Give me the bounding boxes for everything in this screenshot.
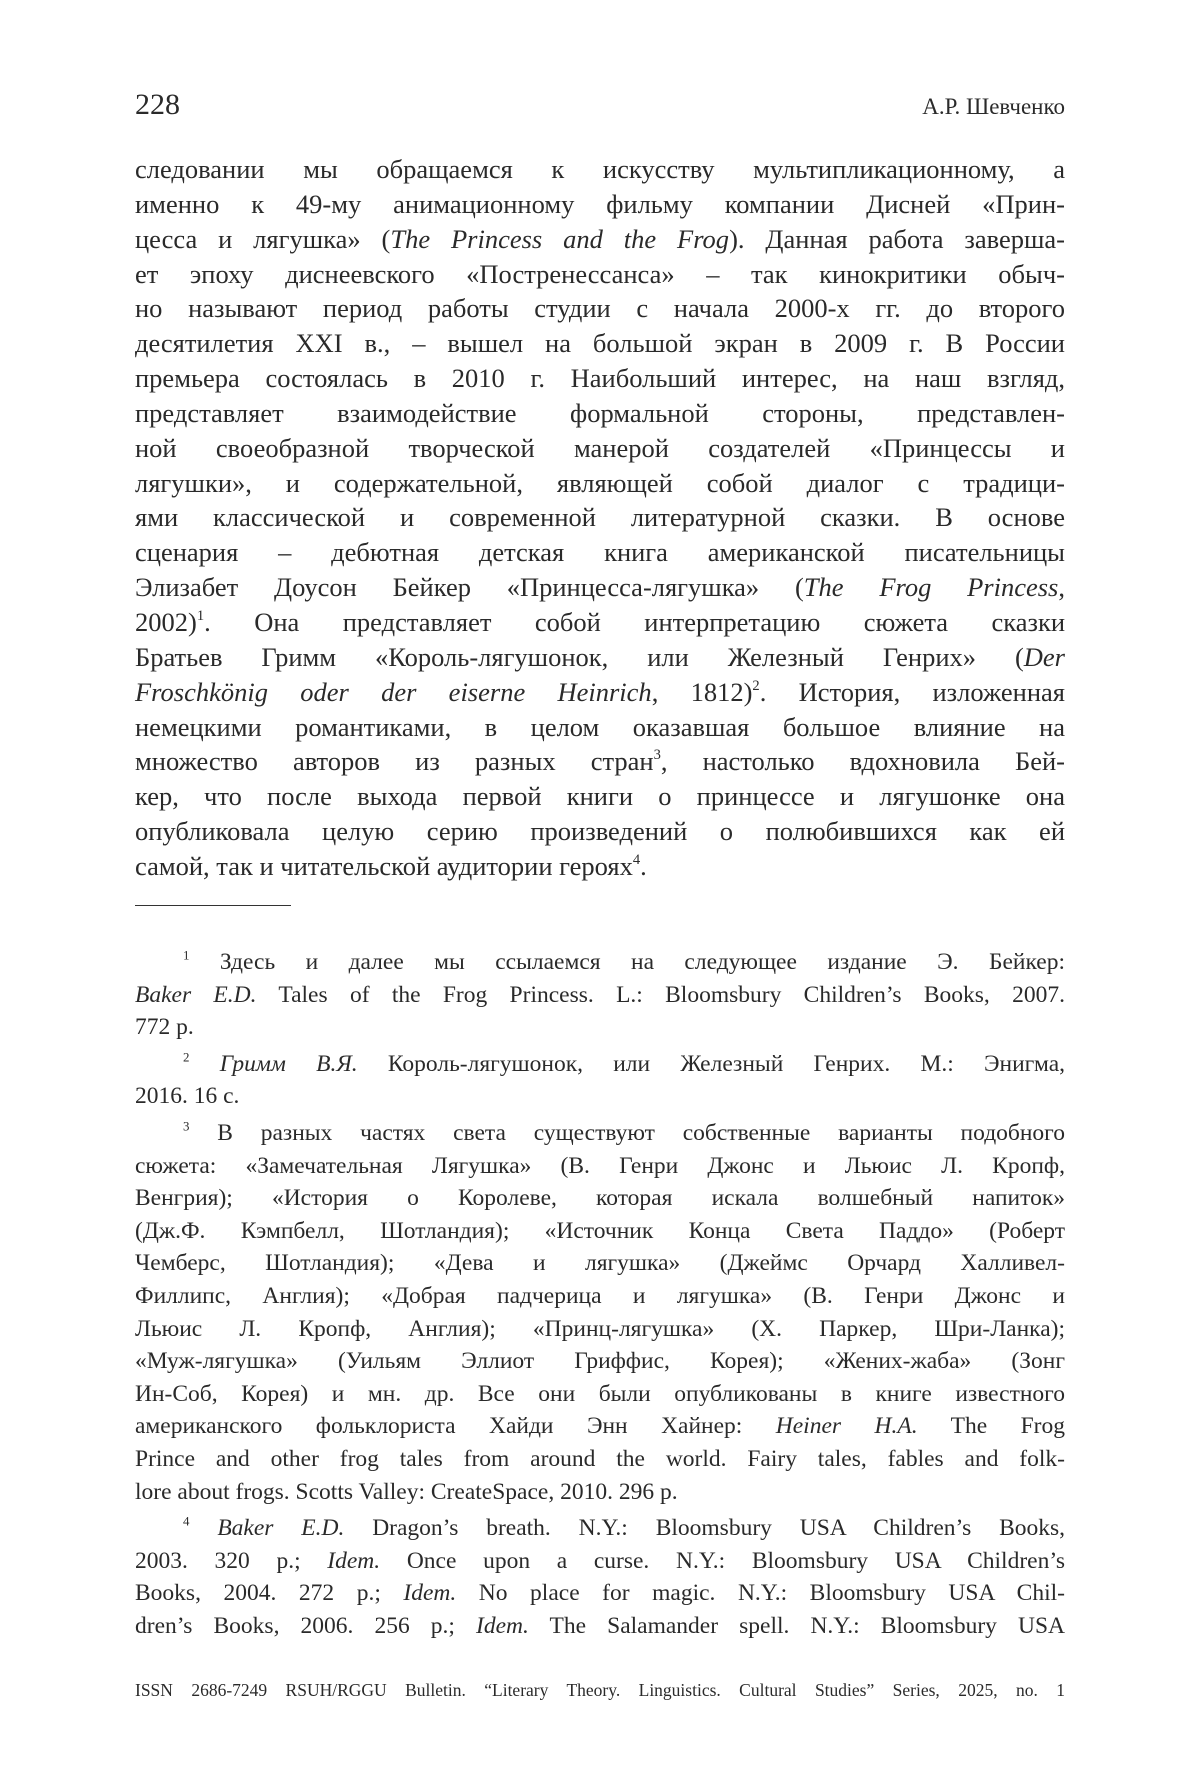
text-run: представляет взаимодействие формальной стороны, представлен- — [135, 398, 1065, 428]
body-line — [135, 187, 1065, 222]
text-run: ной своеобразной творческой манерой создателей «Принцессы и — [135, 433, 1065, 463]
body-line — [135, 152, 1065, 187]
text-run: . История, изложенная — [760, 677, 1065, 707]
footnote-line — [135, 1476, 1065, 1509]
text-run: американского фольклориста Хайди Энн Хайнер: — [135, 1413, 776, 1439]
body-line — [135, 326, 1065, 361]
footnote-line — [135, 1011, 1065, 1044]
footnote-line — [135, 1410, 1065, 1443]
italic-title: The Princess and the Frog — [390, 224, 729, 254]
text-run: лягушки», и содержательной, являющей собой диалог с традици- — [135, 468, 1065, 498]
body-line — [135, 500, 1065, 535]
text-run: но называют период работы студии с начала 2000-х гг. до второго — [135, 293, 1065, 323]
footnote-line — [135, 979, 1065, 1012]
footnote-line — [135, 1080, 1065, 1113]
body-line — [135, 779, 1065, 814]
text-run: . — [640, 851, 647, 881]
running-header — [135, 88, 1065, 128]
text-run: десятилетия XXI в., – вышел на большой экран в 2009 г. В России — [135, 328, 1065, 358]
footnote-separator — [135, 905, 291, 906]
italic-title: Idem. — [403, 1580, 456, 1606]
text-run: ). Данная работа заверша- — [729, 224, 1065, 254]
body-line — [135, 640, 1065, 675]
text-run: Венгрия); «История о Королеве, которая искала волшебный напиток» — [135, 1185, 1065, 1211]
text-run: Льюис Л. Кропф, Англия); «Принц-лягушка» (Х. Паркер, Шри-Ланка); — [135, 1316, 1065, 1342]
text-run: 772 p. — [135, 1014, 194, 1040]
footnote-line — [135, 1443, 1065, 1476]
text-run: 2016. 16 с. — [135, 1083, 239, 1109]
footnote-line — [135, 1577, 1065, 1610]
body-line — [135, 605, 1065, 640]
text-run: Филлипс, Англия); «Добрая падчерица и лягушка» (В. Генри Джонс и — [135, 1283, 1065, 1309]
footnote-line — [135, 1610, 1065, 1643]
text-run: Ин-Соб, Корея) и мн. др. Все они были опубликованы в книге известного — [135, 1381, 1065, 1407]
text-run: премьера состоялась в 2010 г. Наибольший интерес, на наш взгляд, — [135, 363, 1065, 393]
footnote-ref: 2 — [183, 1049, 189, 1064]
italic-title: Baker E.D. — [135, 982, 257, 1008]
text-run: The Frog — [918, 1413, 1065, 1439]
text-run: dren’s Books, 2006. 256 p.; — [135, 1613, 476, 1639]
footnote-ref: 2 — [752, 678, 759, 694]
footnotes — [135, 946, 1065, 1646]
text-run: 2002) — [135, 607, 197, 637]
body-line — [135, 814, 1065, 849]
text-run: Books, 2004. 272 p.; — [135, 1580, 403, 1606]
body-text — [135, 152, 1065, 884]
italic-title: Der — [1024, 642, 1065, 672]
footnote — [135, 1048, 1065, 1113]
text-run: В разных частях света существуют собственные варианты подобного — [189, 1120, 1065, 1146]
text-run: «Муж-лягушка» (Уильям Эллиот Гриффис, Корея); «Жених-жаба» (Зонг — [135, 1348, 1065, 1374]
text-run: Prince and other frog tales from around the world. Fairy tales, fables and folk- — [135, 1446, 1065, 1472]
journal-footer: ISSN 2686-7249 RSUH/RGGU Bulletin. “Literary Theory. Linguistics. Cultural Studies” Series, 2025, no. 1 — [135, 1680, 1065, 1701]
italic-title: Baker E.D. — [217, 1515, 344, 1541]
text-run: сценария – дебютная детская книга американской писательницы — [135, 537, 1065, 567]
footnote-line — [135, 1280, 1065, 1313]
footnote — [135, 1512, 1065, 1642]
footnote-line — [135, 1545, 1065, 1578]
text-run: The Salamander spell. N.Y.: Bloomsbury USA — [529, 1613, 1065, 1639]
text-run: немецкими романтиками, в целом оказавшая большое влияние на — [135, 712, 1065, 742]
text-run: кер, что после выхода первой книги о принцессе и лягушонке она — [135, 781, 1065, 811]
italic-title: Idem. — [327, 1548, 380, 1574]
text-run: цесса и лягушка» ( — [135, 224, 390, 254]
text-run: Король-лягушонок, или Железный Генрих. М.: Энигма, — [358, 1051, 1065, 1077]
body-line — [135, 257, 1065, 292]
italic-title: Гримм В.Я. — [220, 1051, 358, 1077]
text-run: самой, так и читательской аудитории героях — [135, 851, 633, 881]
italic-title: Idem. — [476, 1613, 529, 1639]
text-run: Братьев Гримм «Король-лягушонок, или Железный Генрих» ( — [135, 642, 1024, 672]
italic-title: The Frog Princess — [804, 572, 1059, 602]
text-run: 2003. 320 p.; — [135, 1548, 327, 1574]
text-run: , 1812) — [652, 677, 753, 707]
text-run: , настолько вдохновила Бей- — [661, 746, 1065, 776]
text-run: Tales of the Frog Princess. L.: Bloomsbury Children’s Books, 2007. — [257, 982, 1066, 1008]
text-run — [189, 1515, 217, 1541]
author-name: А.Р. Шевченко — [922, 94, 1065, 120]
footnote-line — [135, 1313, 1065, 1346]
text-run: ет эпоху диснеевского «Постренессанса» – так кинокритики обыч- — [135, 259, 1065, 289]
text-run: Dragon’s breath. N.Y.: Bloomsbury USA Children’s Books, — [344, 1515, 1065, 1541]
page-number: 228 — [135, 88, 180, 122]
footnote-line — [135, 1150, 1065, 1183]
text-run: Once upon a curse. N.Y.: Bloomsbury USA Children’s — [380, 1548, 1065, 1574]
body-line — [135, 291, 1065, 326]
text-run: lore about frogs. Scotts Valley: CreateSpace, 2010. 296 p. — [135, 1479, 678, 1505]
footnote-line — [135, 946, 1065, 979]
footnote-line — [135, 1182, 1065, 1215]
footnote-ref: 4 — [183, 1513, 189, 1528]
text-run: Элизабет Доусон Бейкер «Принцесса-лягушка» ( — [135, 572, 804, 602]
body-line — [135, 396, 1065, 431]
body-line — [135, 361, 1065, 396]
text-run: No place for magic. N.Y.: Bloomsbury USA Chil- — [456, 1580, 1065, 1606]
footnote-line — [135, 1215, 1065, 1248]
body-line — [135, 535, 1065, 570]
text-run: . Она представляет собой интерпретацию сюжета сказки — [204, 607, 1065, 637]
footnote — [135, 1117, 1065, 1508]
footnote-ref: 3 — [183, 1118, 189, 1133]
footnote — [135, 946, 1065, 1044]
body-line — [135, 570, 1065, 605]
footnote-ref: 4 — [633, 852, 640, 868]
footnote-line — [135, 1117, 1065, 1150]
text-run: именно к 49-му анимационному фильму компании Дисней «Прин- — [135, 189, 1065, 219]
footnote-line — [135, 1247, 1065, 1280]
body-line — [135, 710, 1065, 745]
text-run: опубликовала целую серию произведений о полюбившихся как ей — [135, 816, 1065, 846]
text-run: Здесь и далее мы ссылаемся на следующее издание Э. Бейкер: — [189, 949, 1065, 975]
text-run — [189, 1051, 219, 1077]
body-line — [135, 222, 1065, 257]
body-line — [135, 849, 1065, 884]
text-run: Чемберс, Шотландия); «Дева и лягушка» (Джеймс Орчард Халливел- — [135, 1250, 1065, 1276]
footnote-line — [135, 1378, 1065, 1411]
footnote-ref: 1 — [197, 608, 204, 624]
footnote-ref: 3 — [654, 747, 661, 763]
text-run: множество авторов из разных стран — [135, 746, 654, 776]
body-line — [135, 744, 1065, 779]
body-line — [135, 675, 1065, 710]
body-line — [135, 466, 1065, 501]
italic-title: Froschkönig oder der eiserne Heinrich — [135, 677, 652, 707]
text-run: следовании мы обращаемся к искусству мультипликационному, а — [135, 154, 1065, 184]
italic-title: Heiner H.A. — [776, 1413, 918, 1439]
text-run: ями классической и современной литературной сказки. В основе — [135, 502, 1065, 532]
text-run: (Дж.Ф. Кэмпбелл, Шотландия); «Источник Конца Света Паддо» (Роберт — [135, 1218, 1065, 1244]
footnote-ref: 1 — [183, 947, 189, 962]
footnote-line — [135, 1512, 1065, 1545]
text-run: сюжета: «Замечательная Лягушка» (В. Генри Джонс и Льюис Л. Кропф, — [135, 1153, 1065, 1179]
footnote-line — [135, 1048, 1065, 1081]
body-line — [135, 431, 1065, 466]
footnote-line — [135, 1345, 1065, 1378]
text-run: , — [1058, 572, 1065, 602]
